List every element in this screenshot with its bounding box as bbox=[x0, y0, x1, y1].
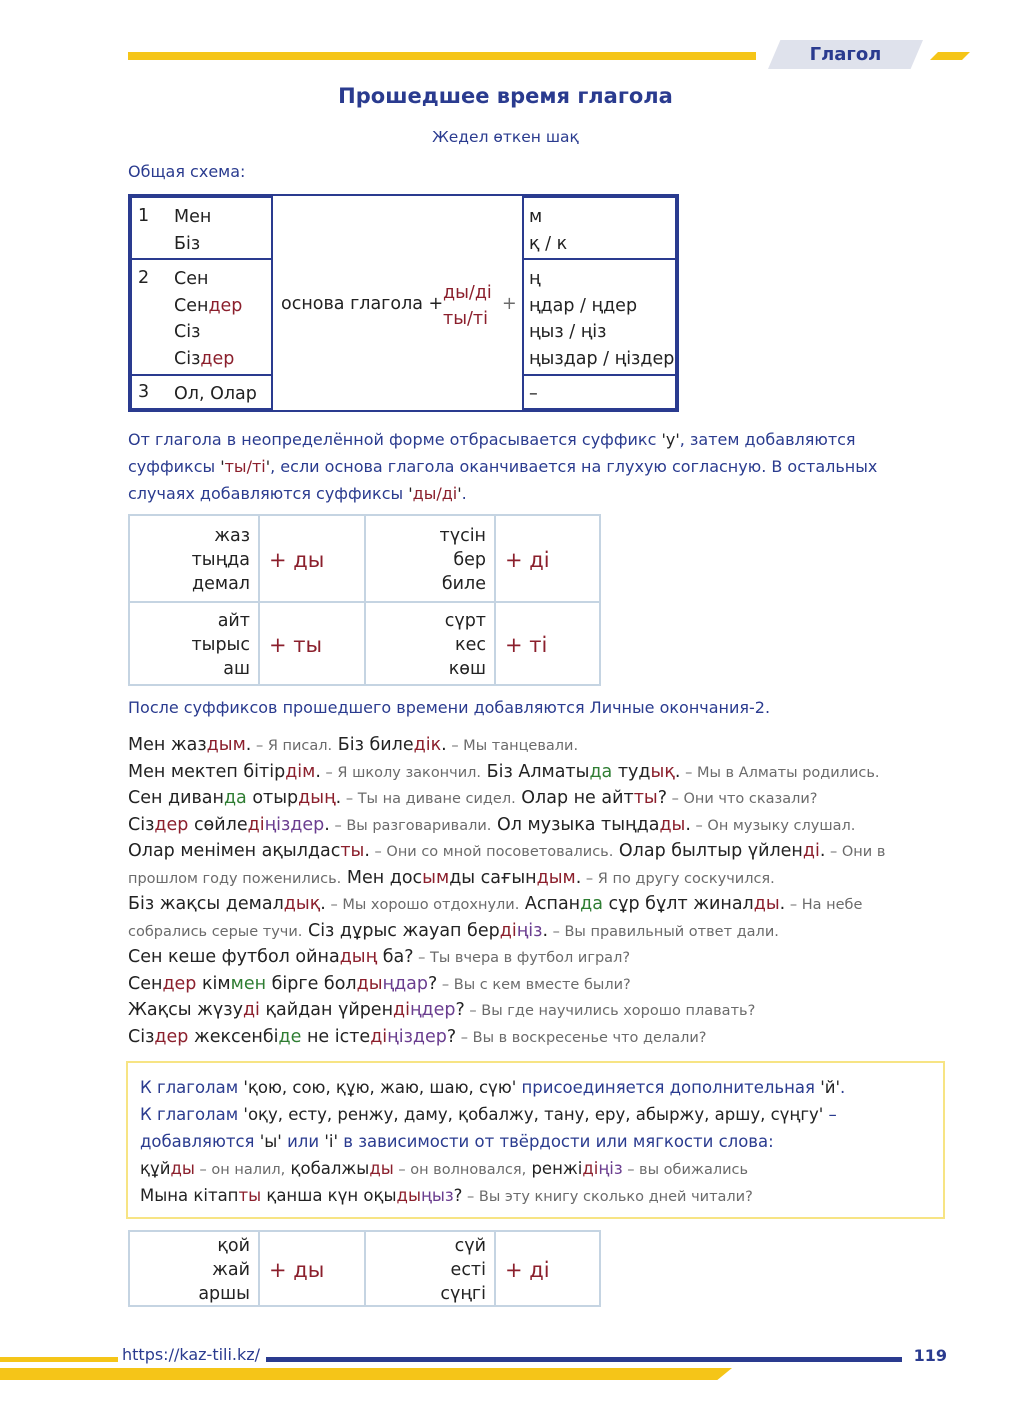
endings-row-1 bbox=[522, 196, 677, 260]
page-subtitle: Жедел өткен шақ bbox=[432, 128, 579, 146]
grid-divider bbox=[494, 516, 496, 684]
text-span: . bbox=[320, 894, 326, 914]
pronoun bbox=[174, 346, 242, 373]
scheme-row-2 bbox=[130, 258, 273, 376]
text-span: ты bbox=[633, 788, 658, 808]
ending: ң bbox=[529, 269, 541, 289]
text-span: туд bbox=[612, 761, 651, 782]
text-span: ? bbox=[446, 1026, 457, 1047]
text-span: , если основа глагола оканчивается на глухую согласную. В остальных случаях добавляются суффиксы bbox=[128, 457, 878, 503]
suffix-label: + ті bbox=[505, 633, 548, 657]
text-span: сүй bbox=[454, 1236, 486, 1256]
example-line bbox=[128, 865, 948, 892]
word-list bbox=[191, 609, 250, 681]
text-span: аш bbox=[223, 659, 250, 679]
text-span: Жақсы жүзу bbox=[128, 1000, 243, 1020]
text-span: ды bbox=[536, 867, 563, 888]
text-span: – Я школу закончил. bbox=[320, 764, 482, 781]
word-list bbox=[198, 1234, 250, 1306]
text-span: ды bbox=[753, 894, 780, 914]
text-span: дер bbox=[154, 1026, 189, 1047]
grid-divider bbox=[130, 601, 599, 603]
text-span: ді bbox=[802, 841, 820, 861]
text-span: отыр bbox=[246, 788, 299, 808]
endings-row-2 bbox=[522, 258, 677, 376]
text-span: ңдер bbox=[409, 1000, 456, 1020]
grid-divider bbox=[364, 516, 366, 684]
pronoun: Ол, Олар bbox=[174, 384, 257, 404]
suffix-example-grid bbox=[128, 514, 601, 686]
text-span: сөйле bbox=[188, 814, 248, 835]
suffix-example-grid-2 bbox=[128, 1230, 601, 1307]
footer-link[interactable]: https://kaz-tili.kz/ bbox=[122, 1345, 261, 1364]
note-line bbox=[140, 1155, 930, 1182]
grid-divider bbox=[258, 1232, 260, 1305]
text-span: да bbox=[580, 894, 603, 914]
text-span: тыңда bbox=[191, 550, 250, 570]
text-span: . bbox=[335, 788, 342, 808]
text-span: ңіздер bbox=[264, 814, 325, 835]
stem-label: основа глагола + bbox=[281, 294, 444, 314]
text-span: Сіз дұрыс жауап бер bbox=[302, 920, 500, 941]
text-span: сүрт bbox=[444, 611, 486, 631]
text-span: 'ы' bbox=[259, 1132, 282, 1151]
text-span: ді bbox=[582, 1159, 599, 1178]
scheme-row-3 bbox=[130, 374, 273, 410]
plus-sign: + bbox=[502, 294, 517, 314]
text-span: тырыс bbox=[191, 635, 250, 655]
note-line bbox=[140, 1101, 930, 1128]
text-span: ды bbox=[170, 1159, 195, 1178]
text-span: добавляются bbox=[140, 1132, 260, 1151]
example-line bbox=[128, 891, 948, 918]
text-span: Олар былтыр үйлен bbox=[613, 841, 803, 861]
header-rule-end bbox=[930, 52, 970, 60]
example-line bbox=[128, 812, 948, 839]
text-span: ды сағын bbox=[449, 867, 537, 888]
text-span: или bbox=[281, 1132, 325, 1151]
text-span: қ bbox=[309, 894, 321, 914]
text-span: Мен жаз bbox=[128, 735, 207, 755]
text-span: – На небе bbox=[785, 897, 863, 913]
text-span: ді bbox=[413, 735, 431, 755]
text-span: ңіздер bbox=[387, 1026, 447, 1047]
text-span: Мына кітап bbox=[140, 1186, 239, 1205]
text-span: – Вы с кем вместе были? bbox=[437, 976, 631, 993]
text-span: – он налил, bbox=[194, 1162, 286, 1178]
text-span: есті bbox=[450, 1260, 486, 1280]
pronoun: Сен bbox=[174, 269, 209, 289]
text-span: сүңгі bbox=[440, 1284, 486, 1304]
text-span: Сіз bbox=[128, 814, 155, 835]
example-line bbox=[128, 971, 948, 998]
text-span: сұр бұлт жинал bbox=[602, 894, 754, 914]
text-span: көш bbox=[448, 659, 486, 679]
suffix-label: + ды bbox=[269, 1258, 325, 1282]
footer-rule bbox=[0, 1357, 118, 1362]
pronoun: Мен bbox=[174, 207, 212, 227]
text-span: К глаголам bbox=[140, 1078, 244, 1097]
text-span: К глаголам bbox=[140, 1105, 244, 1124]
text-span: ды bbox=[206, 735, 233, 755]
text-span: кес bbox=[455, 635, 486, 655]
text-span: ым bbox=[422, 867, 450, 888]
text-span: Сен диван bbox=[128, 788, 224, 808]
note-text bbox=[140, 1074, 930, 1209]
row-number: 2 bbox=[138, 268, 150, 288]
text-span: ңыз bbox=[420, 1186, 454, 1205]
text-span: ң bbox=[365, 947, 378, 967]
scheme-label: Общая схема: bbox=[128, 162, 246, 181]
text-span: Біз жақсы демал bbox=[128, 894, 284, 914]
text-span: биле bbox=[441, 574, 486, 594]
text-span: дер bbox=[208, 295, 243, 316]
ending: ңдар / ңдер bbox=[529, 295, 638, 316]
text-span: – Вы эту книгу сколько дней читали? bbox=[462, 1189, 753, 1205]
pronoun bbox=[174, 293, 242, 320]
text-span: . bbox=[685, 814, 691, 835]
text-span: . bbox=[542, 920, 549, 941]
text-span: ды bbox=[659, 814, 686, 835]
text-span: ді bbox=[370, 1026, 388, 1047]
text-span: ді bbox=[499, 920, 517, 941]
text-span: Мен дос bbox=[341, 867, 423, 888]
text-span: бер bbox=[453, 550, 486, 570]
example-line bbox=[128, 918, 948, 945]
text-span: қой bbox=[217, 1236, 250, 1256]
text-span: Біз биле bbox=[332, 735, 414, 755]
text-span: . bbox=[461, 484, 467, 503]
text-span: де bbox=[278, 1026, 302, 1047]
text-span: ді bbox=[247, 814, 265, 835]
text-span: ? bbox=[453, 1186, 463, 1205]
example-line bbox=[128, 785, 948, 812]
suffix-ty-ti: ты/ті bbox=[443, 309, 488, 329]
text-span: – Вы правильный ответ дали. bbox=[548, 923, 779, 940]
example-line bbox=[128, 838, 948, 865]
text-span: собрались серые тучи. bbox=[128, 923, 303, 940]
text-span: к bbox=[430, 735, 442, 755]
text-span: прошлом году поженились. bbox=[128, 870, 342, 887]
text-span: ' bbox=[220, 457, 225, 476]
text-span: қанша күн оқы bbox=[261, 1186, 397, 1205]
text-span: ң bbox=[324, 788, 336, 808]
after-suffix-note: После суффиксов прошедшего времени добавляются Личные окончания-2. bbox=[128, 698, 771, 717]
text-span: мен bbox=[230, 973, 267, 994]
text-span: Олар менімен ақылдас bbox=[128, 841, 341, 861]
text-span: . bbox=[840, 1078, 846, 1097]
text-span: дер bbox=[162, 973, 197, 994]
text-span: . bbox=[364, 841, 370, 861]
text-span: 'у' bbox=[661, 430, 680, 449]
text-span: . bbox=[779, 894, 786, 914]
header-rule bbox=[128, 52, 756, 60]
text-span: ңіз bbox=[516, 920, 543, 941]
page-title: Прошедшее время глагола bbox=[338, 84, 673, 108]
text-span: – он волновался, bbox=[393, 1162, 527, 1178]
text-span: ды bbox=[339, 947, 366, 967]
grid-divider bbox=[258, 516, 260, 684]
text-span: ды bbox=[298, 788, 325, 808]
text-span: . bbox=[441, 735, 447, 755]
grid-divider bbox=[494, 1232, 496, 1305]
text-span: Олар не айт bbox=[515, 788, 634, 808]
text-span: 'қою, сою, құю, жаю, шаю, сүю' bbox=[243, 1078, 517, 1097]
text-span: 'і' bbox=[324, 1132, 338, 1151]
text-span: ' bbox=[408, 484, 413, 503]
grid-divider bbox=[364, 1232, 366, 1305]
text-span: жексенбі bbox=[188, 1026, 279, 1047]
text-span: айт bbox=[217, 611, 250, 631]
text-span: дер bbox=[200, 348, 235, 369]
text-span: да bbox=[589, 761, 613, 782]
text-span: ты/ті bbox=[224, 457, 266, 476]
footer-rule-blue bbox=[266, 1357, 902, 1362]
text-span: ' bbox=[265, 457, 271, 476]
text-span: Мен мектеп бітір bbox=[128, 761, 286, 782]
text-span: ренжі bbox=[526, 1159, 583, 1178]
endings-row-3 bbox=[522, 374, 677, 410]
word-list bbox=[192, 524, 250, 596]
text-span: аршы bbox=[198, 1284, 250, 1304]
text-span: – Они со мной посоветовались. bbox=[369, 844, 614, 860]
text-span: Сен кеше футбол ойна bbox=[128, 947, 340, 967]
text-span: демал bbox=[192, 574, 250, 594]
ending: ңыз / ңіз bbox=[529, 322, 607, 342]
text-span: м bbox=[562, 867, 576, 888]
text-span: . bbox=[324, 814, 330, 835]
text-span: – Я писал. bbox=[251, 738, 333, 754]
suffix-label: + ды bbox=[269, 548, 325, 572]
page-number: 119 bbox=[913, 1346, 947, 1365]
text-span: От глагола в неопределённой форме отбрасывается суффикс bbox=[128, 430, 662, 449]
text-span: ды bbox=[356, 973, 383, 994]
text-span: – Ты вчера в футбол играл? bbox=[413, 950, 631, 966]
text-span: , затем добавляются суффиксы bbox=[128, 430, 856, 476]
text-span: присоединяется дополнительная bbox=[516, 1078, 821, 1097]
text-span: – Мы танцевали. bbox=[446, 738, 579, 754]
example-line bbox=[128, 732, 948, 759]
text-span: қайдан үйрен bbox=[259, 1000, 394, 1020]
text-span: не істе bbox=[301, 1026, 371, 1047]
note-line bbox=[140, 1074, 930, 1101]
text-span: Аспан bbox=[519, 894, 581, 914]
word-list bbox=[440, 524, 486, 596]
text-span: – Он музыку слушал. bbox=[690, 817, 856, 834]
text-span: . bbox=[819, 841, 826, 861]
word-list bbox=[445, 609, 486, 681]
ending: м bbox=[529, 207, 543, 227]
text-span: ? bbox=[657, 788, 667, 808]
text-span: – Они в bbox=[825, 844, 886, 860]
text-span: – Я по другу соскучился. bbox=[581, 870, 775, 887]
text-span: ба? bbox=[377, 947, 414, 967]
row-number: 1 bbox=[138, 206, 150, 226]
text-span: кім bbox=[196, 973, 231, 994]
text-span: . bbox=[575, 867, 582, 888]
example-sentences bbox=[128, 732, 948, 1050]
text-span: – Вы разговаривали. bbox=[329, 817, 492, 834]
rule-paragraph bbox=[128, 426, 888, 507]
text-span: – Вы в воскресенье что делали? bbox=[456, 1029, 707, 1046]
ending: – bbox=[529, 384, 538, 404]
scheme-stem-cell bbox=[273, 196, 523, 410]
pronoun: Біз bbox=[174, 233, 201, 254]
text-span: ды bbox=[396, 1186, 421, 1205]
text-span: бірге бол bbox=[266, 973, 357, 994]
text-span: ды/ді bbox=[412, 484, 458, 503]
text-span: құй bbox=[140, 1159, 171, 1178]
text-span: ' bbox=[457, 484, 462, 503]
example-line bbox=[128, 944, 948, 971]
ending: ңыздар / ңіздер bbox=[529, 348, 675, 369]
example-line bbox=[128, 997, 948, 1024]
text-span: – вы обижались bbox=[622, 1162, 749, 1178]
text-span: ді bbox=[393, 1000, 410, 1020]
ending: қ / к bbox=[529, 233, 568, 254]
text-span: Біз Алматы bbox=[481, 761, 590, 782]
text-span: ңдар bbox=[382, 973, 429, 994]
suffix-label: + ді bbox=[505, 1258, 550, 1282]
text-span: . bbox=[315, 761, 321, 782]
text-span: ді bbox=[285, 761, 303, 782]
text-span: дер bbox=[154, 814, 189, 835]
text-span: – Мы в Алматы родились. bbox=[680, 764, 880, 781]
example-line bbox=[128, 1024, 948, 1051]
scheme-row-1 bbox=[130, 196, 273, 260]
example-line bbox=[128, 759, 948, 786]
suffix-label: + ты bbox=[269, 633, 323, 657]
text-span: қ bbox=[664, 761, 675, 782]
suffix-dy-di: ды/ді bbox=[443, 283, 492, 303]
text-span: жай bbox=[212, 1260, 250, 1280]
text-span: қобалжы bbox=[285, 1159, 370, 1178]
text-span: – Вы где научились хорошо плавать? bbox=[464, 1003, 756, 1019]
text-span: – Ты на диване сидел. bbox=[341, 791, 516, 807]
row-number: 3 bbox=[138, 382, 150, 402]
text-span: Сіз bbox=[128, 1026, 155, 1047]
scheme-table bbox=[128, 194, 679, 412]
word-list bbox=[440, 1234, 486, 1306]
text-span: ді bbox=[242, 1000, 260, 1020]
text-span: Ол музыка тыңда bbox=[491, 814, 660, 835]
text-span: в зависимости от твёрдости или мягкости слова: bbox=[337, 1132, 774, 1151]
text-span: ты bbox=[238, 1186, 262, 1205]
note-line bbox=[140, 1182, 930, 1209]
text-span: жаз bbox=[214, 526, 250, 546]
text-span: да bbox=[223, 788, 247, 808]
pronoun: Сіз bbox=[174, 322, 201, 342]
text-span: түсін bbox=[439, 526, 486, 546]
text-span: ? bbox=[455, 1000, 465, 1020]
text-span: м bbox=[232, 735, 246, 755]
text-span: ты bbox=[340, 841, 365, 861]
text-span: – Они что сказали? bbox=[667, 791, 818, 807]
text-span: ? bbox=[428, 973, 438, 994]
text-span: – bbox=[823, 1105, 837, 1124]
text-span: 'оқу, есту, ренжу, даму, қобалжу, тану, еру, абыржу, аршу, сүңгу' bbox=[243, 1105, 824, 1124]
text-span: м bbox=[302, 761, 316, 782]
footer-bar bbox=[0, 1368, 732, 1380]
text-span: – Мы хорошо отдохнули. bbox=[325, 897, 520, 913]
text-span: ңіз bbox=[598, 1159, 623, 1178]
text-span: ды bbox=[283, 894, 310, 914]
text-span: Сен bbox=[174, 295, 209, 316]
text-span: ды bbox=[369, 1159, 394, 1178]
text-span: . bbox=[674, 761, 681, 782]
text-span: . bbox=[245, 735, 252, 755]
note-line bbox=[140, 1128, 930, 1155]
text-span: Сіз bbox=[174, 348, 201, 369]
section-title: Глагол bbox=[809, 44, 882, 65]
text-span: 'й' bbox=[820, 1078, 840, 1097]
suffix-label: + ді bbox=[505, 548, 550, 572]
text-span: Сен bbox=[128, 973, 163, 994]
text-span: ы bbox=[650, 761, 665, 782]
